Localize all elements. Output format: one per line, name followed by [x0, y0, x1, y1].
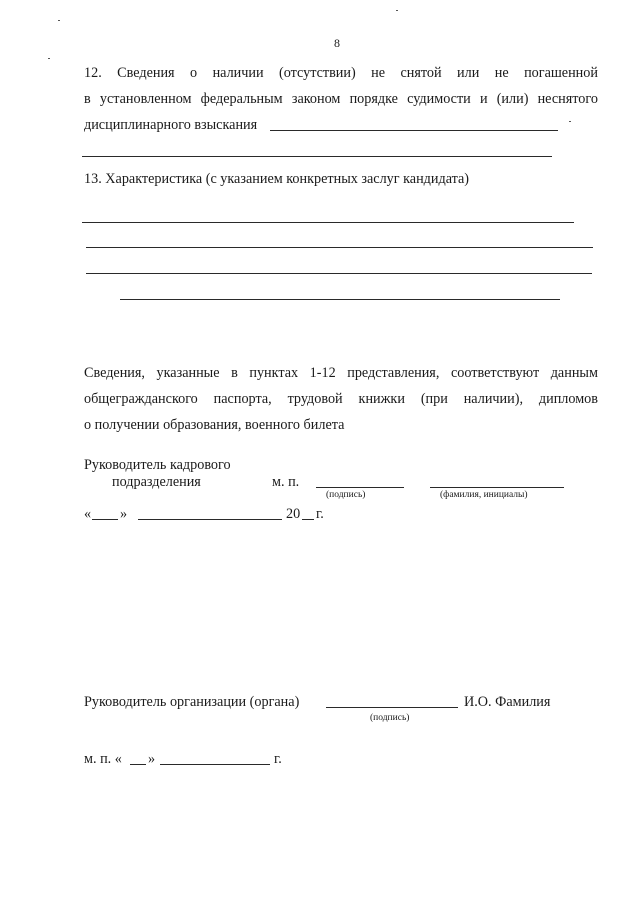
word: и [479, 91, 488, 107]
org-date-quote-close: » [148, 751, 156, 767]
hr-date-quote-close: » [120, 506, 128, 522]
item12-line3: дисциплинарного взыскания [84, 117, 258, 133]
word: книжки [358, 391, 405, 407]
word: законом [291, 91, 341, 107]
org-date-day-line [130, 764, 146, 765]
hr-head-name-line [430, 487, 564, 488]
word: или [457, 65, 480, 81]
word: (отсутствии) [279, 65, 356, 81]
scan-speck [48, 58, 50, 59]
word: (при [420, 391, 448, 407]
org-head-signature-caption: (подпись) [370, 713, 410, 723]
hr-date-month-line [138, 519, 282, 520]
word: 12. [84, 65, 102, 81]
item13-answer-line-3 [86, 273, 592, 274]
hr-date-year-suffix: г. [316, 506, 324, 522]
word: трудовой [287, 391, 343, 407]
item13-answer-line-4 [120, 299, 560, 300]
org-head-signature-line [326, 707, 458, 708]
word: наличии), [463, 391, 523, 407]
word: порядке [349, 91, 398, 107]
hr-date-quote-open: « [84, 506, 92, 522]
org-date-month-line [160, 764, 270, 765]
item13-heading: 13. Характеристика (с указанием конкретных заслуг кандидата) [84, 171, 470, 187]
confirmation-line3: о получении образования, военного билета [84, 417, 345, 433]
word: общегражданского [84, 391, 198, 407]
item13-answer-line-2 [86, 247, 593, 248]
item12-answer-line-1 [270, 130, 558, 131]
item13-answer-line-1 [82, 222, 574, 223]
word: погашенной [524, 65, 598, 81]
word: паспорта, [213, 391, 272, 407]
hr-date-year-prefix: 20 [286, 506, 301, 522]
word: в [231, 365, 238, 381]
item12-line2 [84, 90, 598, 108]
word: данным [550, 365, 598, 381]
org-head-name: И.О. Фамилия [464, 694, 551, 710]
word: представления, [347, 365, 440, 381]
hr-head-signature-caption: (подпись) [326, 490, 366, 500]
word: установленном [99, 91, 192, 107]
item12-line1 [84, 64, 598, 82]
hr-head-title-line1: Руководитель кадрового [84, 457, 231, 473]
word: 1-12 [309, 365, 336, 381]
hr-head-title-line2: подразделения [112, 474, 201, 490]
org-stamp-date-label: м. п. « [84, 751, 122, 767]
word: дипломов [538, 391, 598, 407]
hr-head-stamp-label: м. п. [272, 474, 300, 490]
word: о [190, 65, 198, 81]
word: неснятого [537, 91, 598, 107]
word: (или) [496, 91, 529, 107]
word: Сведения [117, 65, 175, 81]
word: не [494, 65, 509, 81]
word: федеральным [200, 91, 283, 107]
word: не [371, 65, 386, 81]
hr-date-year-line [302, 519, 314, 520]
hr-head-name-caption: (фамилия, инициалы) [440, 490, 528, 500]
word: в [84, 91, 91, 107]
word: пунктах [249, 365, 299, 381]
hr-date-day-line [92, 519, 118, 520]
word: Сведения, [84, 365, 145, 381]
word: соответствуют [450, 365, 540, 381]
confirmation-line1 [84, 364, 598, 382]
scan-speck [569, 121, 571, 122]
org-head-title: Руководитель организации (органа) [84, 694, 300, 710]
word: наличии [212, 65, 264, 81]
hr-head-signature-line [316, 487, 404, 488]
page-number: 8 [334, 36, 340, 50]
word: указанные [156, 365, 220, 381]
word: судимости [407, 91, 471, 107]
item12-answer-line-2 [82, 156, 552, 157]
confirmation-line2 [84, 390, 598, 408]
org-date-year-suffix: г. [274, 751, 282, 767]
scan-speck [396, 10, 398, 11]
word: снятой [400, 65, 442, 81]
scan-speck [58, 20, 60, 21]
